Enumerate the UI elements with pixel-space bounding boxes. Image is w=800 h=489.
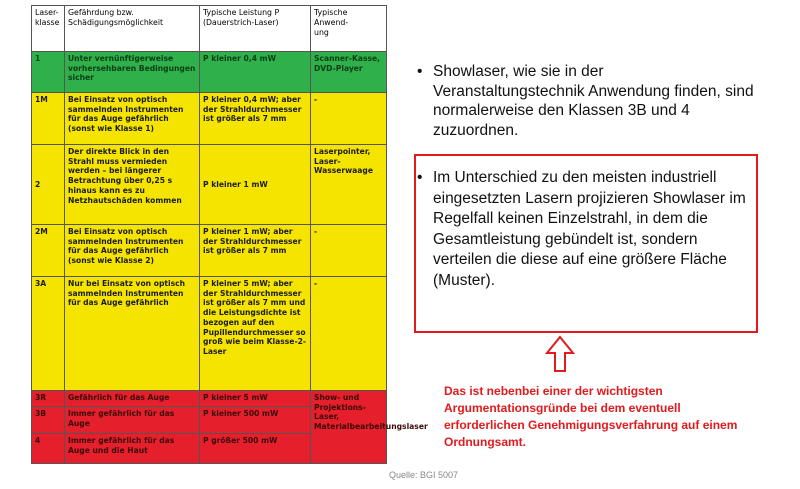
- cell-leistung: P kleiner 0,4 mW; aber der Strahldurchmesser ist größer als 7 mm: [200, 93, 311, 145]
- table-header-row: [32, 6, 387, 52]
- cell-klasse: 1M: [32, 93, 65, 145]
- bullet-showlaser-classes: [417, 62, 757, 140]
- cell-gefahr: Immer gefährlich für das Auge und die Haut: [65, 434, 200, 464]
- bullet-text: Showlaser, wie sie in der Veranstaltungstechnik Anwendung finden, sind normalerweise den Klassen 3B und 4 zuzuordnen.: [433, 63, 754, 139]
- laser-class-table-container: [31, 5, 428, 477]
- table-row-class-2: [32, 145, 387, 225]
- cell-leistung: P kleiner 1 mW; aber der Strahldurchmesser ist größer als 7 mm: [200, 225, 311, 277]
- bullet-marker: •: [417, 169, 423, 186]
- cell-leistung: P kleiner 5 mW: [200, 391, 311, 407]
- cell-klasse: 3A: [32, 277, 65, 391]
- cell-gefahr: Bei Einsatz von optisch sammelnden Instrumenten für das Auge gefährlich (sonst wie Klasse 2): [65, 225, 200, 277]
- table-row-class-1m: [32, 93, 387, 145]
- bullet-marker: •: [417, 63, 423, 80]
- table-row-class-3r: [32, 391, 387, 407]
- cell-anwendung: Laserpointer, Laser-Wasserwaage: [311, 145, 387, 225]
- red-annotation-note: Das ist nebenbei einer der wichtigsten Argumentationsgründe bei dem eventuell erforderlichen Genehmigungsverfahrung auf einem Ordnungsamt.: [444, 384, 738, 449]
- header-laserklasse: Laser- klasse: [32, 6, 65, 52]
- table-row-class-3a: [32, 277, 387, 391]
- cell-klasse: 3B: [32, 407, 65, 434]
- bullet-showlaser-pattern: [417, 168, 752, 292]
- cell-klasse: 2M: [32, 225, 65, 277]
- table-source: Quelle: BGI 5007: [389, 470, 459, 480]
- cell-gefahr: Nur bei Einsatz von optisch sammelnden Instrumenten für das Auge gefährlich: [65, 277, 200, 391]
- up-arrow-outline-icon: [545, 336, 575, 372]
- cell-anwendung: -: [311, 93, 387, 145]
- cell-leistung: P größer 500 mW: [200, 434, 311, 464]
- cell-klasse: 2: [32, 145, 65, 225]
- table-row-class-1: [32, 52, 387, 93]
- cell-leistung: P kleiner 0,4 mW: [200, 52, 311, 93]
- header-gefaehrdung: Gefährdung bzw. Schädigungsmöglichkeit: [65, 6, 200, 52]
- cell-leistung: P kleiner 1 mW: [200, 145, 311, 225]
- header-anwendung: Typische Anwend- ung: [311, 6, 387, 52]
- cell-leistung: P kleiner 5 mW; aber der Strahldurchmesser ist größer als 7 mm und die Leistungsdichte ist bezogen auf den Pupillendurchmesser so groß wie beim Klasse-2-Laser: [200, 277, 311, 391]
- cell-gefahr: Der direkte Blick in den Strahl muss vermieden werden – bei längerer Betrachtung über 0,25 s hinaus kann es zu Netzhautschäden kommen: [65, 145, 200, 225]
- table-row-class-2m: [32, 225, 387, 277]
- cell-gefahr: Immer gefährlich für das Auge: [65, 407, 200, 434]
- bullet-text: Im Unterschied zu den meisten industriell eingesetzten Lasern projizieren Showlaser im Regelfall keinen Einzelstrahl, in dem die Gesamtleistung gebündelt ist, sondern verteilen die diese auf eine größere Fläche (Muster).: [433, 169, 746, 289]
- cell-anwendung: -: [311, 225, 387, 277]
- cell-anwendung-shared: Show- und Projektions-Laser, Materialbearbeitungslaser: [311, 391, 387, 464]
- cell-klasse: 4: [32, 434, 65, 464]
- laser-class-table: [31, 5, 428, 464]
- cell-leistung: P kleiner 500 mW: [200, 407, 311, 434]
- cell-gefahr: Unter vernünftigerweise vorhersehbaren Bedingungen sicher: [65, 52, 200, 93]
- cell-gefahr: Bei Einsatz von optisch sammelnden Instrumenten für das Auge gefährlich (sonst wie Klasse 1): [65, 93, 200, 145]
- cell-gefahr: Gefährlich für das Auge: [65, 391, 200, 407]
- cell-anwendung: Scanner-Kasse, DVD-Player: [311, 52, 387, 93]
- header-leistung: Typische Leistung P (Dauerstrich-Laser): [200, 6, 311, 52]
- cell-klasse: 1: [32, 52, 65, 93]
- cell-klasse: 3R: [32, 391, 65, 407]
- cell-anwendung: -: [311, 277, 387, 391]
